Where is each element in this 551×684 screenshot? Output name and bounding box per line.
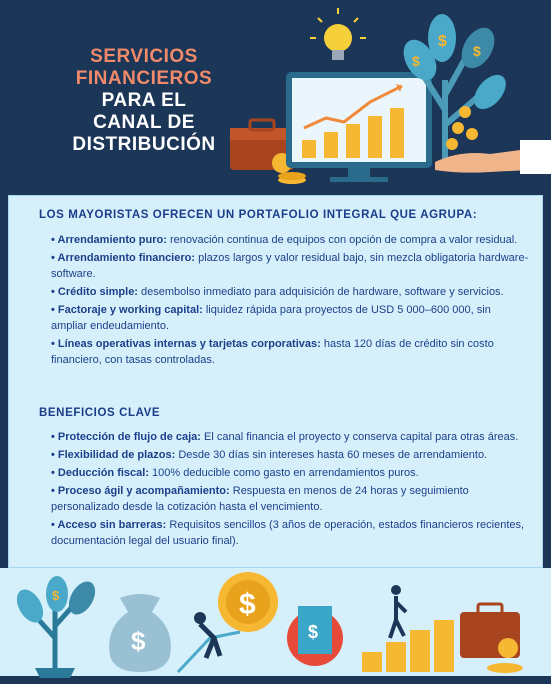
item-label: • Protección de flujo de caja: [51, 431, 201, 443]
header-banner [0, 0, 551, 188]
item-text: renovación continua de equipos con opción de compra a valor residual. [166, 234, 518, 246]
title-line-4: CANAL DE [93, 112, 195, 133]
monitor-icon [286, 72, 432, 182]
benefit-item-acceso [51, 517, 529, 549]
title-line-5: DISTRIBUCIÓN [72, 134, 216, 155]
item-text: 100% deducible como gasto en arrendamientos puros. [149, 467, 419, 479]
item-label: • Arrendamiento financiero: [51, 252, 196, 264]
lightbulb-icon [310, 8, 366, 60]
item-text: desembolso inmediato para adquisición de hardware, software y servicios. [137, 286, 504, 298]
item-text: hasta 120 días de crédito sin costo financiero, con tasas controladas. [51, 338, 494, 366]
item-text: liquidez rápida para proyectos de USD 5 000–600 000, sin ampliar endeudamiento. [51, 304, 491, 332]
portfolio-item-factoraje [51, 302, 529, 334]
portfolio-item-arrendamiento-financiero [51, 250, 529, 282]
footer-illustration [0, 568, 551, 684]
title-line-1: SERVICIOS [90, 46, 198, 67]
svg-text:$: $ [52, 588, 60, 603]
item-label: • Acceso sin barreras: [51, 519, 167, 531]
item-label: • Proceso ágil y acompañamiento: [51, 485, 230, 497]
item-label: • Líneas operativas internas y tarjetas corporativas: [51, 338, 321, 350]
page-title [44, 46, 244, 156]
svg-text:$: $ [239, 588, 256, 621]
svg-text:$: $ [131, 626, 146, 656]
title-line-3: PARA EL [101, 90, 187, 111]
portfolio-heading: LOS MAYORISTAS OFRECEN UN PORTAFOLIO INTEGRAL QUE AGRUPA: [39, 209, 478, 221]
portfolio-list [51, 232, 529, 370]
svg-text:$: $ [412, 53, 420, 69]
item-text: Requisitos sencillos (3 años de operación, estados financieros recientes, documentación legal del usuario final). [51, 519, 525, 547]
benefits-heading: BENEFICIOS CLAVE [39, 407, 161, 419]
benefit-item-flexibilidad [51, 447, 529, 463]
hero-illustration [220, 0, 551, 188]
benefit-item-proceso [51, 483, 529, 515]
item-text: Desde 30 días sin intereses hasta 60 meses de arrendamiento. [175, 449, 488, 461]
title-line-2: FINANCIEROS [75, 68, 213, 89]
portfolio-item-arrendamiento-puro [51, 232, 529, 248]
item-text: Respuesta en menos de 24 horas y seguimiento personalizado desde la cotización hasta el vencimiento. [51, 485, 469, 513]
benefits-list [51, 429, 529, 551]
item-label: • Factoraje y working capital: [51, 304, 203, 316]
svg-text:$: $ [473, 43, 481, 59]
item-label: • Deducción fiscal: [51, 467, 149, 479]
benefit-item-proteccion [51, 429, 529, 445]
item-label: • Flexibilidad de plazos: [51, 449, 176, 461]
content-panel [8, 195, 543, 568]
svg-text:$: $ [438, 33, 447, 50]
item-label: • Arrendamiento puro: [51, 234, 167, 246]
item-text: plazos largos y valor residual bajo, sin mezcla obligatoria hardware-software. [51, 252, 529, 280]
item-label: • Crédito simple: [51, 286, 138, 298]
item-text: El canal financia el proyecto y conserva capital para otras áreas. [200, 431, 519, 443]
svg-text:$: $ [308, 622, 319, 642]
benefit-item-deduccion [51, 465, 529, 481]
portfolio-item-lineas-operativas [51, 336, 529, 368]
portfolio-item-credito-simple [51, 284, 529, 300]
